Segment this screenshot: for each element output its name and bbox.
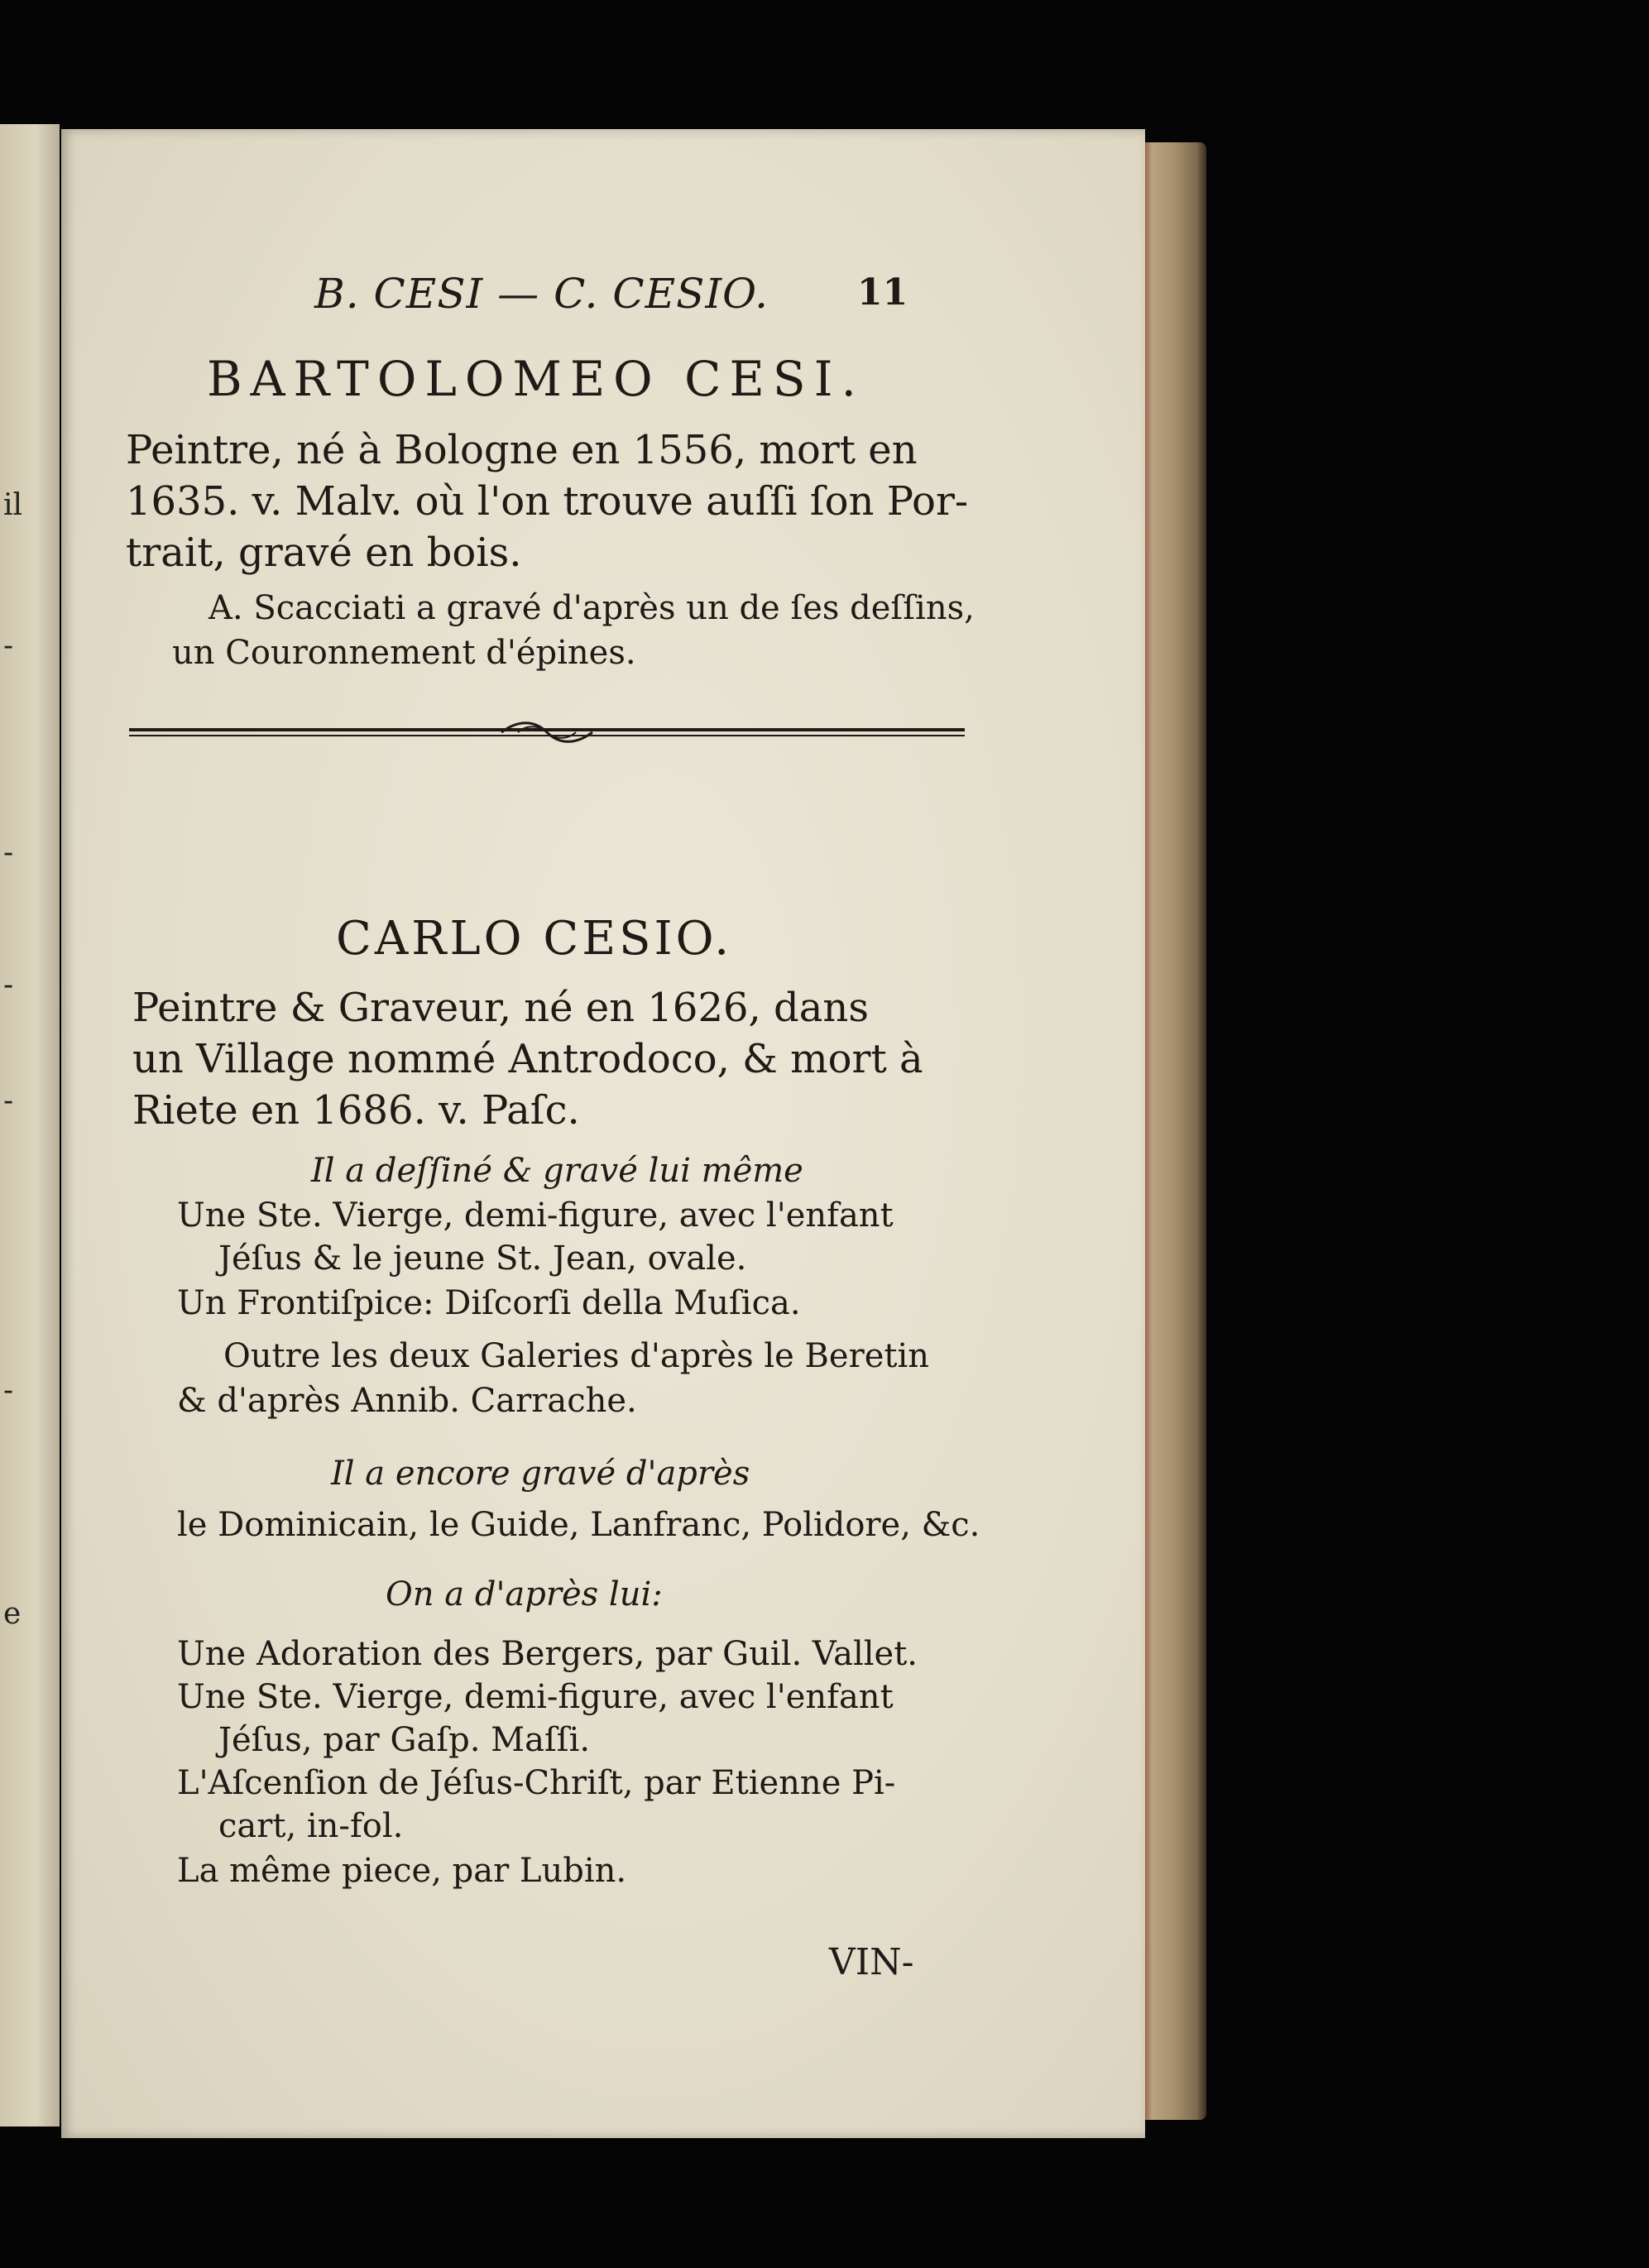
work-line: le Dominicain, le Guide, Lanfranc, Polidore, &c. [177,1506,980,1544]
facing-page-mark: il [3,488,23,522]
entry-title-cesi: BARTOLOMEO CESI. [207,351,865,407]
outre-line: & d'après Annib. Carrache. [177,1382,637,1420]
work-line: La même piece, par Lubin. [177,1852,627,1890]
engraving-note-line: A. Scacciati a gravé d'après un de ſes deſſins, [209,589,975,627]
running-head: B. CESI — C. CESIO. [314,270,769,318]
work-line: L'Aſcenſion de Jéſus-Chriſt, par Etienne Pi- [177,1764,896,1802]
section-heading: On a d'après lui: [386,1575,663,1613]
work-line: Une Ste. Vierge, demi-figure, avec l'enfant [177,1196,894,1235]
bio-line: Riete en 1686. v. Paſc. [132,1087,580,1134]
book-fore-edge [1140,142,1206,2120]
work-line: Une Ste. Vierge, demi-figure, avec l'enfant [177,1678,894,1716]
work-line: Jéſus & le jeune St. Jean, ovale. [218,1239,747,1278]
section-heading: Il a encore gravé d'après [331,1455,750,1493]
bio-line: Peintre & Graveur, né en 1626, dans [132,985,869,1031]
bio-line: un Village nommé Antrodoco, & mort à [132,1036,923,1082]
bio-line: 1635. v. Malv. où l'on trouve auſſi ſon Por- [126,478,969,525]
bio-line: trait, gravé en bois. [126,530,522,576]
facing-page-mark: - [3,1084,14,1118]
facing-page-mark: - [3,836,14,870]
ornamental-rule [129,718,965,746]
book-page [61,129,1145,2138]
catchword: VIN- [829,1941,914,1983]
section-heading: Il a deſſiné & gravé lui même [311,1152,803,1190]
work-line: Un Frontiſpice: Diſcorſi della Muſica. [177,1284,801,1322]
page-number: 11 [857,271,908,314]
facing-page-mark: - [3,1374,14,1407]
outre-line: Outre les deux Galeries d'après le Beretin [223,1337,930,1375]
bio-line: Peintre, né à Bologne en 1556, mort en [126,427,918,473]
work-line: Une Adoration des Bergers, par Guil. Vallet. [177,1635,918,1673]
facing-page-mark: e [3,1597,22,1631]
facing-page-mark: - [3,968,14,1002]
entry-title-cesio: CARLO CESIO. [336,912,732,966]
facing-page-edge [0,124,60,2127]
engraving-note-line: un Couronnement d'épines. [172,634,636,672]
facing-page-mark: - [3,629,14,663]
work-line: cart, in-fol. [218,1807,404,1845]
work-line: Jéſus, par Gaſp. Maſſi. [218,1721,591,1759]
